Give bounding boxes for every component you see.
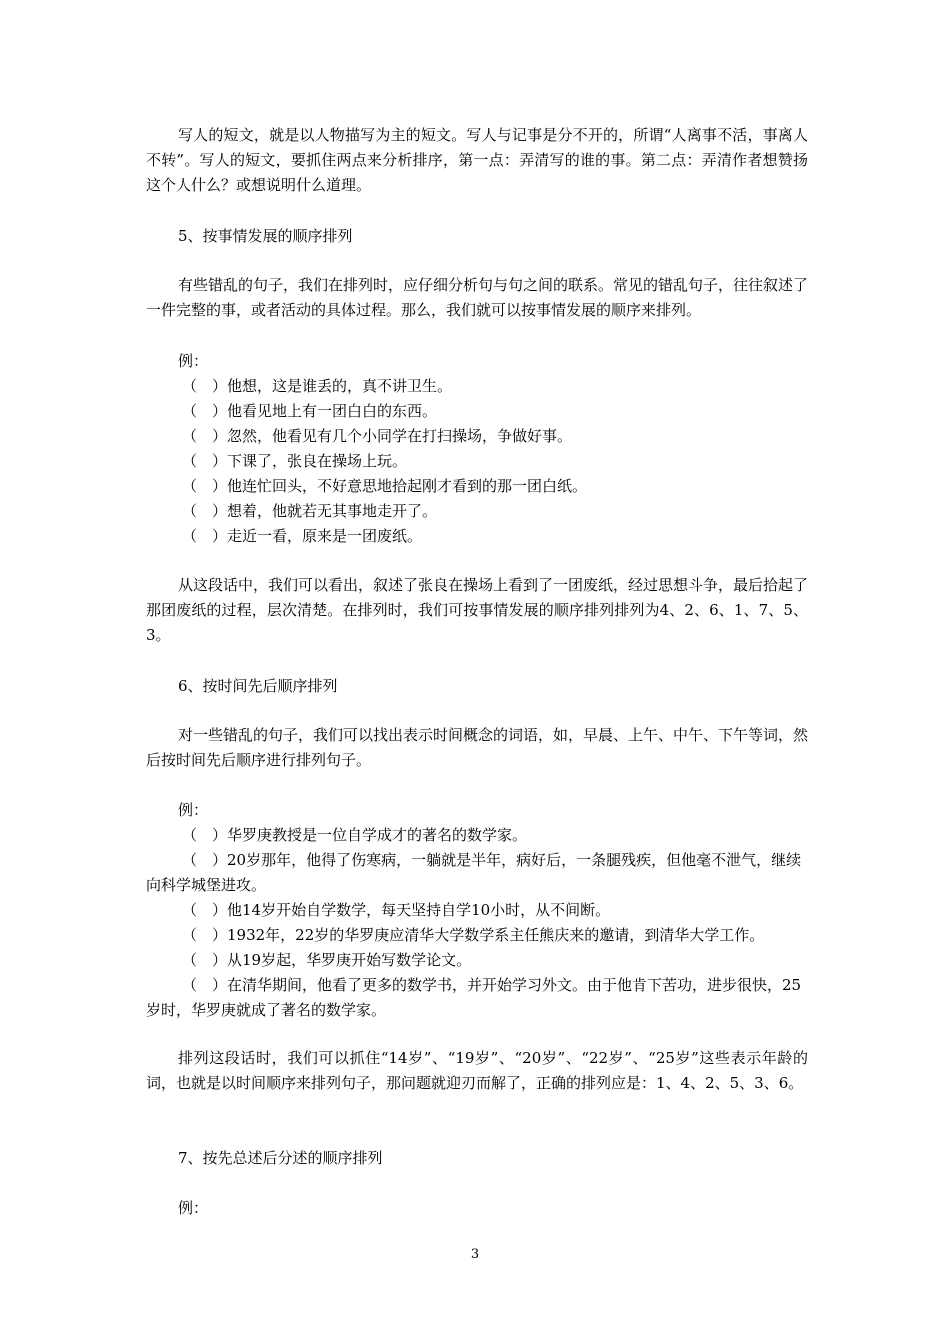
section6-paragraph: 对一些错乱的句子，我们可以找出表示时间概念的词语，如，早晨、上午、中午、下午等词，然后按时间先后顺序进行排列句子。: [146, 726, 809, 769]
section5-explanation: 从这段话中，我们可以看出，叙述了张良在操场上看到了一团废纸，经过思想斗争，最后拾起了那团废纸的过程，层次清楚。在排列时，我们可按事情发展的顺序排列排列为4、2、6、1、7、5、3。: [146, 576, 809, 644]
intro-paragraph: 写人的短文，就是以人物描写为主的短文。写人与记事是分不开的，所谓“人离事不活，事离人不转”。写人的短文，要抓住两点来分析排序，第一点：弄清写的谁的事。第二点：弄清作者想赞扬这个人什么？或想说明什么道理。: [146, 126, 808, 194]
section6-heading-block: [146, 674, 808, 699]
section5-heading-block: [146, 224, 808, 249]
section5-example-label: 例：: [178, 352, 209, 370]
section7-example-label: 例：: [178, 1199, 209, 1217]
list-item: （ ）想着，他就若无其事地走开了。: [182, 502, 438, 520]
section5-heading: 5、按事情发展的顺序排列: [178, 227, 353, 245]
section6-heading: 6、按时间先后顺序排列: [178, 677, 338, 695]
section5-paragraph-block: [146, 273, 808, 323]
list-item: （ ）他想，这是谁丢的，真不讲卫生。: [182, 377, 453, 395]
list-item: （ ）华罗庚教授是一位自学成才的著名的数学家。: [182, 826, 528, 844]
list-item: （ ）下课了，张良在操场上玩。: [182, 452, 408, 470]
intro-paragraph-block: [146, 123, 808, 198]
list-item: （ ）1932年，22岁的华罗庚应清华大学数学系主任熊庆来的邀请，到清华大学工作。: [182, 926, 765, 944]
page-number: 3: [470, 1247, 480, 1262]
list-item: （ ）走近一看，原来是一团废纸。: [182, 527, 423, 545]
section6-explanation-block: [146, 1046, 808, 1096]
list-item: （ ）从19岁起，华罗庚开始写数学论文。: [182, 951, 472, 969]
list-item: （ ）在清华期间，他看了更多的数学书，并开始学习外文。由于他肯下苦功，进步很快，25岁时，华罗庚就成了著名的数学家。: [146, 976, 802, 1019]
section6-paragraph-block: [146, 723, 808, 773]
list-item: （ ）忽然，他看见有几个小同学在打扫操场，争做好事。: [182, 427, 573, 445]
section5-explanation-block: [146, 573, 808, 648]
section6-example-block: [146, 798, 808, 1023]
list-item: （ ）他看见地上有一团白白的东西。: [182, 402, 438, 420]
section7-example-block: [146, 1196, 808, 1221]
section5-example-block: [146, 349, 808, 549]
section7-heading: 7、按先总述后分述的顺序排列: [178, 1149, 383, 1167]
section6-example-label: 例：: [178, 801, 209, 819]
list-item: （ ）他14岁开始自学数学，每天坚持自学10小时，从不间断。: [182, 901, 611, 919]
section5-paragraph: 有些错乱的句子，我们在排列时，应仔细分析句与句之间的联系。常见的错乱句子，往往叙述了一件完整的事，或者活动的具体过程。那么，我们就可以按事情发展的顺序来排列。: [146, 276, 809, 319]
section7-heading-block: [146, 1146, 808, 1171]
list-item: （ ）20岁那年，他得了伤寒病，一躺就是半年，病好后，一条腿残疾，但他毫不泄气，继续向科学城堡进攻。: [146, 851, 802, 894]
section6-explanation: 排列这段话时，我们可以抓住“14岁”、“19岁”、“20岁”、“22岁”、“25岁”这些表示年龄的词，也就是以时间顺序来排列句子，那问题就迎刃而解了，正确的排列应是：1、4、2、5、3、6。: [146, 1049, 808, 1092]
list-item: （ ）他连忙回头，不好意思地拾起刚才看到的那一团白纸。: [182, 477, 588, 495]
